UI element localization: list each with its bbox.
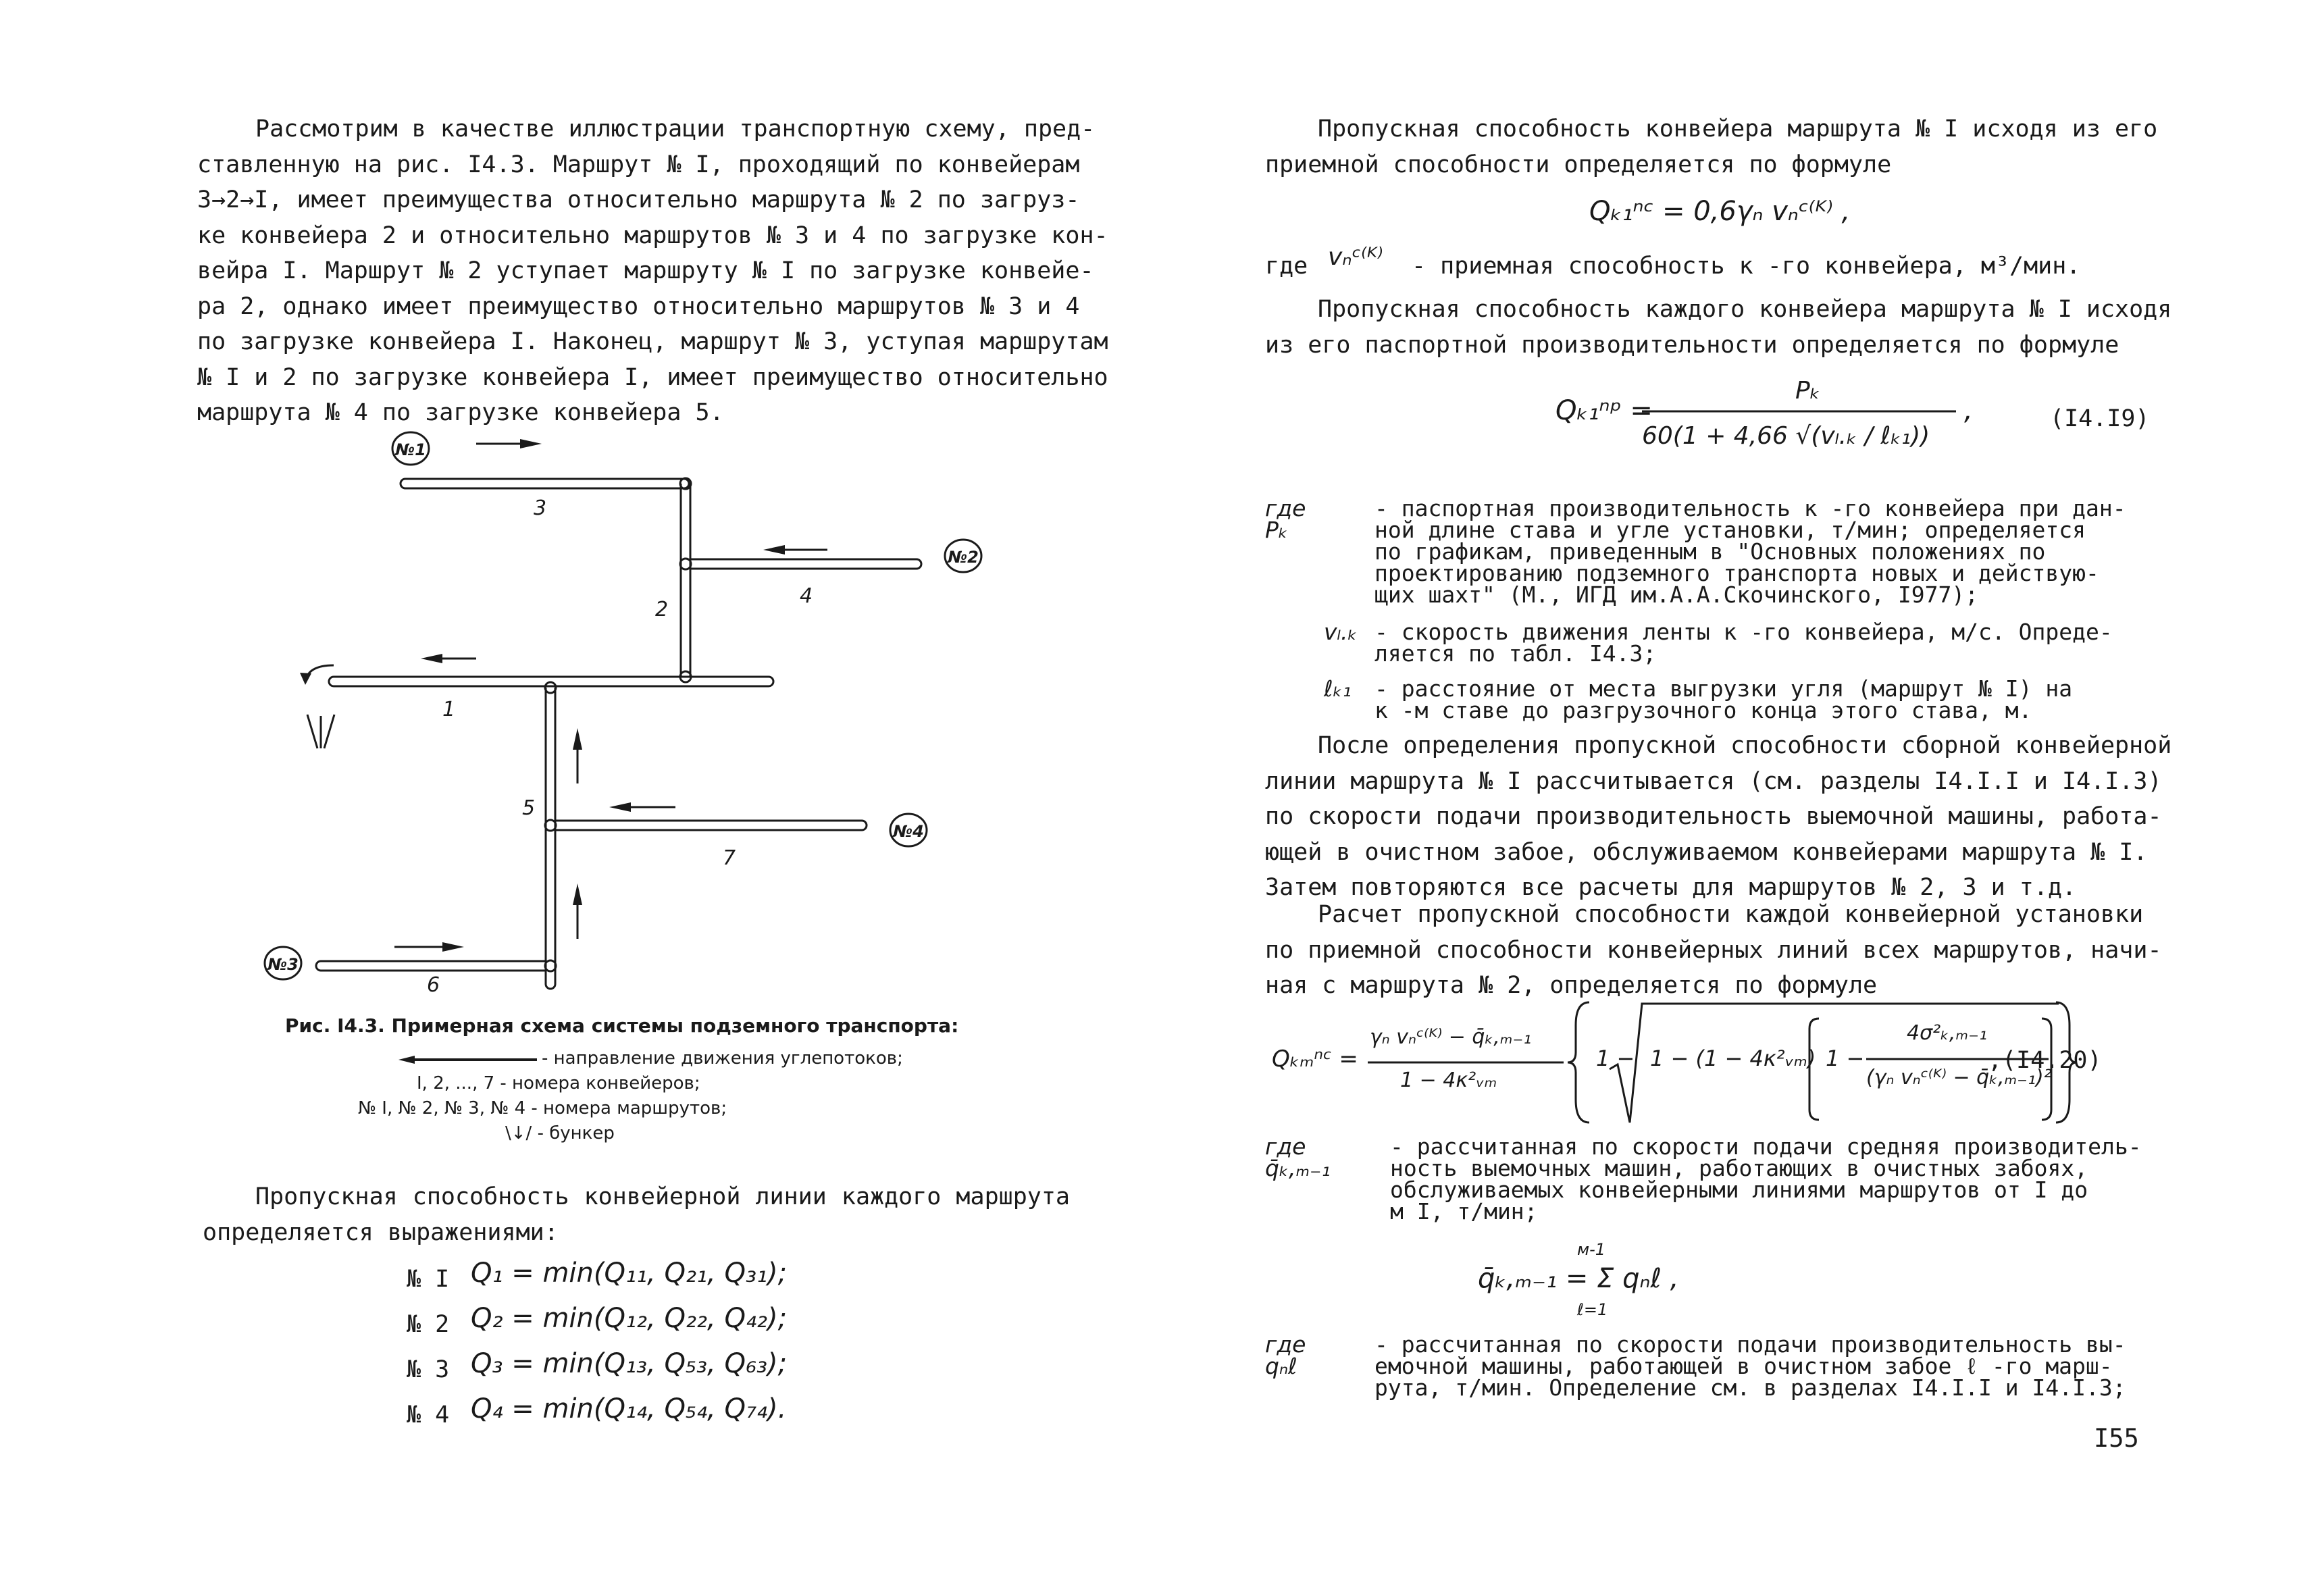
definition-line: - скорость движения ленты к -го конвейера, м/с. Опреде- (1374, 619, 2113, 645)
text-line: 3→2→I, имеет преимущества относительно маршрута № 2 по загруз- (197, 186, 1080, 213)
text-line: Пропускная способность конвейерной линии каждого маршрута (255, 1183, 1070, 1210)
route-eq: Q₄ = min(Q₁₄, Q₅₄, Q₇₄). (471, 1393, 787, 1424)
definition-line: к -м ставе до разгрузочного конца этого става, м. (1374, 697, 2032, 723)
right-paragraph-2 (1265, 292, 2172, 363)
definition-line: проектированию подземного транспорта новых и действую- (1374, 560, 2099, 586)
route-label-4: №4 (893, 822, 924, 841)
text-line: После определения пропускной способности сборной конвейерной (1318, 732, 2172, 759)
legend-line-1: - направление движения углепотоков; (542, 1048, 903, 1069)
equation-number: (I4.I9) (2050, 405, 2150, 432)
figure-caption: Рис. I4.3. Примерная схема системы подземного транспорта: (285, 1014, 959, 1037)
text-line: по загрузке конвейера I. Наконец, маршрут № 3, уступая маршрутам (197, 328, 1108, 355)
fraction-bar (1368, 1060, 1564, 1064)
conveyor-label-3: 3 (534, 496, 547, 520)
right-paragraph-4 (1265, 897, 2162, 1004)
legend-line-4: \↓/ - бункер (505, 1123, 615, 1143)
text-line: из его паспортной производительности определяется по формуле (1265, 331, 2119, 359)
definition-line: емочной машины, работающей в очистном забое ℓ -го марш- (1374, 1353, 2113, 1379)
where-text: - приемная способность к -го конвейера, м³/мин. (1412, 253, 2081, 280)
transport-scheme-figure (0, 0, 1157, 1027)
definition-line: - рассчитанная по скорости подачи средняя производитель- (1390, 1133, 2142, 1160)
definition-line: - рассчитанная по скорости подачи производительность вы- (1374, 1331, 2126, 1358)
definition-line: рута, т/мин. Определение см. в разделах I4.I.I и I4.I.3; (1374, 1374, 2126, 1401)
definition-term: где qₙℓ (1265, 1331, 1306, 1379)
conveyor-5 (546, 688, 555, 989)
route-eq-label: № I (407, 1266, 450, 1293)
formula-tail: , (1964, 395, 1973, 426)
page-number: I55 (2094, 1424, 2139, 1453)
definition-term: где q̄ₖ,ₘ₋₁ (1265, 1133, 1331, 1181)
text-line: ставленную на рис. I4.3. Маршрут № I, проходящий по конвейерам (197, 151, 1080, 178)
conveyor-4 (690, 559, 921, 569)
route-label-2: №2 (948, 548, 979, 567)
bunker-icon (307, 715, 334, 748)
definition-line: м I, т/мин; (1390, 1198, 1538, 1225)
conveyor-label-1: 1 (442, 698, 456, 721)
conveyor-2 (681, 484, 690, 677)
formula-frac-denominator: 1 − 4κ²ᵥₘ (1400, 1069, 1497, 1092)
flow-arrow-legend-icon (398, 1055, 540, 1064)
legend-line-2: I, 2, ..., 7 - номера конвейеров; (417, 1073, 700, 1093)
formula-inner-start: 1 − (1826, 1046, 1865, 1071)
definition-line: ность выемочных машин, работающих в очистных забоях, (1390, 1155, 2088, 1181)
route-eq-label: № 3 (407, 1356, 450, 1383)
route-eq: Q₂ = min(Q₁₂, Q₂₂, Q₄₂); (471, 1303, 788, 1334)
where-prefix: где (1265, 253, 1308, 280)
text-line: по приемной способности конвейерных линий всех маршрутов, начи- (1265, 936, 2162, 964)
definition-line: ляется по табл. I4.3; (1374, 640, 1657, 667)
text-line: ная с маршрута № 2, определяется по формуле (1265, 972, 1878, 999)
text-line: ке конвейера 2 и относительно маршрутов № 3 и 4 по загрузке кон- (197, 222, 1108, 249)
right-paragraph-3 (1265, 728, 2172, 906)
conveyor-label-7: 7 (723, 846, 736, 870)
sum-upper-limit: м-1 (1577, 1240, 1606, 1259)
conveyor-label-4: 4 (800, 584, 813, 608)
route-eq: Q₁ = min(Q₁₁, Q₂₁, Q₃₁); (471, 1258, 788, 1289)
definition-line: - расстояние от места выгрузки угля (маршрут № I) на (1374, 675, 2073, 702)
formula-frac-numerator: γₙ vₙᶜ⁽ᴷ⁾ − q̄ₖ,ₘ₋₁ (1370, 1025, 1532, 1049)
definition-line: ной длине става и угле установки, т/мин; определяется (1374, 517, 2086, 543)
formula-inner-numerator: 4σ²ₖ,ₘ₋₁ (1907, 1021, 1987, 1045)
definition-term: ℓₖ₁ (1324, 675, 1352, 702)
text-line: Расчет пропускной способности каждой конвейерной установки (1318, 901, 2144, 928)
text-line: вейра I. Маршрут № 2 уступает маршруту № I по загрузке конвейе- (197, 257, 1094, 284)
conveyor-label-2: 2 (655, 598, 669, 621)
where-term: vₙᶜ⁽ᴷ⁾ (1328, 243, 1383, 271)
text-line: определяется выражениями: (203, 1218, 559, 1246)
fraction-bar (1642, 409, 1956, 413)
text-line: Пропускная способность конвейера маршрута № I исходя из его (1318, 115, 2158, 143)
route-label-1: №1 (395, 440, 426, 459)
sum-lower-limit: ℓ=1 (1577, 1300, 1608, 1319)
formula-lhs: Qₖ₁ⁿᵖ = (1555, 395, 1653, 426)
left-paragraph-2 (203, 1179, 1070, 1250)
text-line: ющей в очистном забое, обслуживаемом конвейерами маршрута № I. (1265, 838, 2148, 866)
conveyor-label-5: 5 (522, 796, 536, 820)
route-label-3: №3 (267, 955, 299, 974)
conveyor-7 (555, 821, 867, 830)
formula-root-start: 1 − (1 − 4κ²ᵥₘ) (1650, 1046, 1816, 1071)
text-line: линии маршрута № I рассчитывается (см. разделы I4.I.I и I4.I.3) (1265, 767, 2162, 795)
conveyor-6 (316, 961, 546, 971)
text-line: маршрута № 4 по загрузке конвейера 5. (197, 399, 724, 426)
definition-term: где Pₖ (1265, 495, 1306, 543)
text-line: по скорости подачи производительность выемочной машины, работа- (1265, 803, 2162, 830)
conveyor-label-6: 6 (427, 973, 440, 997)
route-eq: Q₃ = min(Q₁₃, Q₅₃, Q₆₃); (471, 1348, 788, 1379)
legend-line-3: № I, № 2, № 3, № 4 - номера маршрутов; (358, 1098, 727, 1118)
definition-line: - паспортная производительность к -го конвейера при дан- (1374, 495, 2126, 521)
definition-line: обслуживаемых конвейерными линиями маршрутов от I до (1390, 1177, 2088, 1203)
text-line: Рассмотрим в качестве иллюстрации транспортную схему, пред- (255, 115, 1096, 143)
definition-term: vₗ.ₖ (1324, 619, 1358, 645)
text-line: приемной способности определяется по формуле (1265, 151, 1892, 178)
formula-intake-capacity: Qₖ₁ⁿᶜ = 0,6γₙ vₙᶜ⁽ᴷ⁾ , (1589, 196, 1851, 227)
text-line: Пропускная способность каждого конвейера маршрута № I исходя (1318, 296, 2172, 323)
route-eq-label: № 2 (407, 1311, 450, 1338)
formula-inner-denominator: (γₙ vₙᶜ⁽ᴷ⁾ − q̄ₖ,ₘ₋₁)² (1866, 1066, 2052, 1089)
formula-sum: q̄ₖ,ₘ₋₁ = Σ qₙℓ , (1478, 1263, 1679, 1294)
route-eq-label: № 4 (407, 1401, 450, 1428)
formula-numerator: Pₖ (1795, 377, 1821, 405)
formula-brace-start: 1 − (1596, 1046, 1635, 1071)
definition-line: по графикам, приведенным в "Основных положениях по (1374, 538, 2046, 565)
text-line: ра 2, однако имеет преимущество относительно маршрутов № 3 и 4 (197, 292, 1080, 320)
conveyor-3 (401, 479, 689, 488)
formula-lhs: Qₖₘⁿᶜ = (1272, 1046, 1358, 1073)
equation-number: ,(I4.20) (1988, 1047, 2102, 1074)
text-line: № I и 2 по загрузке конвейера I, имеет преимущество относительно (197, 363, 1108, 391)
definition-line: щих шахт" (М., ИГД им.А.А.Скочинского, I977); (1374, 582, 1979, 608)
formula-denominator: 60(1 + 4,66 √(vₗ.ₖ / ℓₖ₁)) (1642, 422, 1930, 450)
right-paragraph-1 (1265, 111, 2158, 182)
text-line: Затем повторяются все расчеты для маршрутов № 2, 3 и т.д. (1265, 874, 2077, 901)
